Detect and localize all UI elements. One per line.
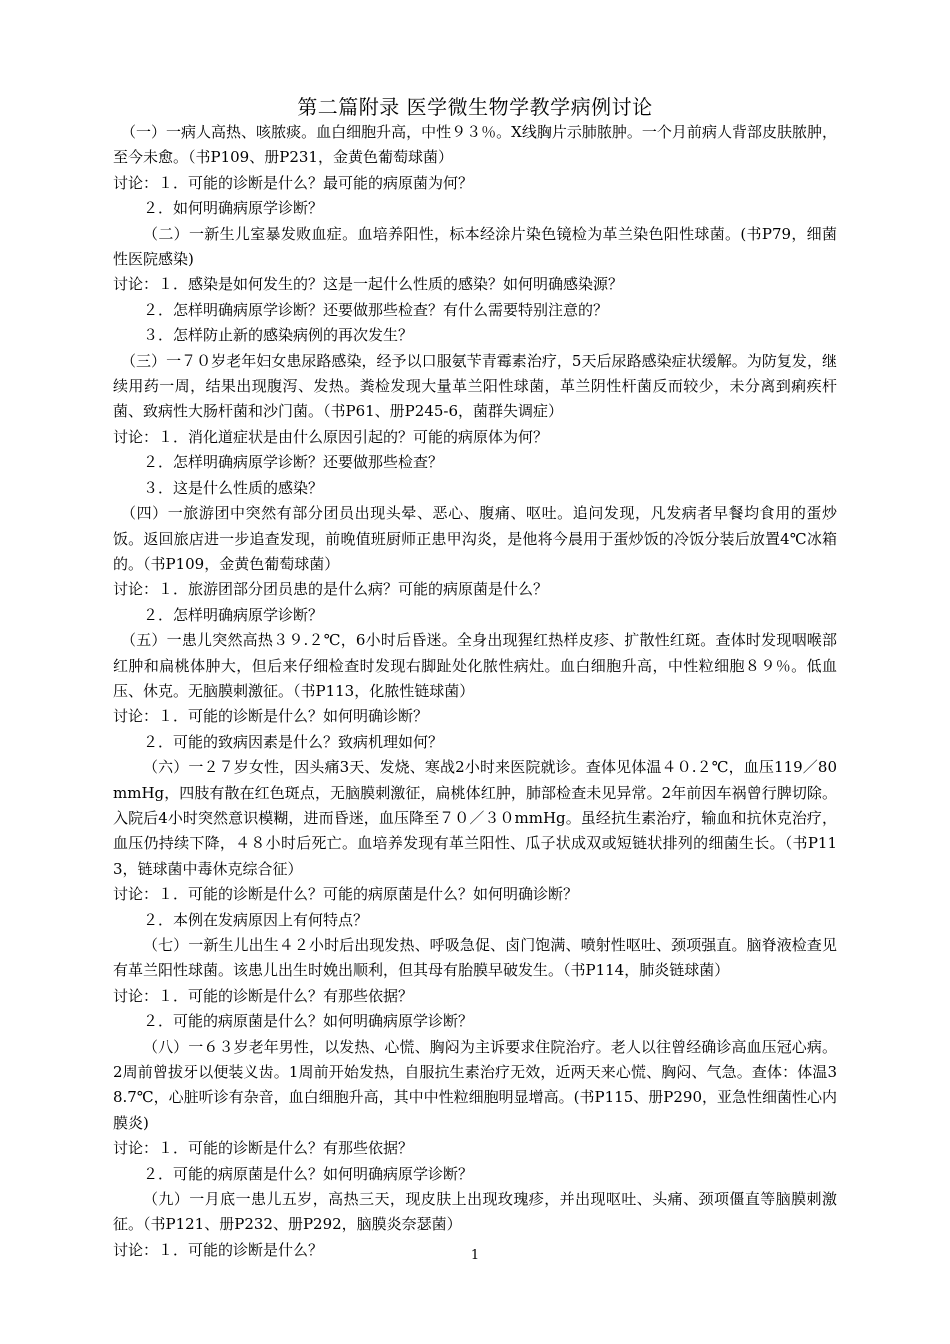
case-paragraph: （四）一旅游团中突然有部分团员出现头晕、恶心、腹痛、呕吐。追问发现，凡发病者早餐均食用的蛋炒饭。返回旅店进一步追查发现，前晚值班厨师正患甲沟炎，是他将今晨用于蛋炒饭的冷饭分装后放置4℃冰箱的。（书P109，金黄色葡萄球菌）: [113, 504, 837, 573]
document-page: [113, 94, 837, 1263]
discussion-line: 讨论：１．可能的诊断是什么？如何明确诊断？: [113, 707, 429, 726]
discussion-line: 讨论：１．可能的诊断是什么？可能的病原菌是什么？如何明确诊断？: [113, 885, 579, 904]
question-line: ２．可能的病原菌是什么？如何明确病原学诊断？: [143, 1012, 474, 1031]
case-paragraph: （二）一新生儿室暴发败血症。血培养阳性，标本经涂片染色镜检为革兰染色阳性球菌。(书P79，细菌性医院感染): [113, 224, 837, 269]
question-line: ２．怎样明确病原学诊断？: [143, 605, 324, 624]
case-paragraph: （八）一６３岁老年男性，以发热、心慌、胸闷为主诉要求住院治疗。老人以往曾经确诊高血压冠心病。2周前曾拔牙以便装义齿。1周前开始发热，自服抗生素治疗无效，近两天来心慌、胸闷、气急。查体：体温38.7℃，心脏听诊有杂音，血白细胞升高，其中中性粒细胞明显增高。(书P115、册P290，亚急性细菌性心内膜炎): [113, 1037, 837, 1132]
question-line: ３．怎样防止新的感染病例的再次发生？: [143, 326, 414, 345]
question-line: ２．可能的病原菌是什么？如何明确病原学诊断？: [143, 1164, 474, 1183]
case-paragraph: （五）一患儿突然高热３９.２℃，6小时后昏迷。全身出现猩红热样皮疹、扩散性红斑。查体时发现咽喉部红肿和扁桃体肿大，但后来仔细检查时发现右脚趾处化脓性病灶。血白细胞升高，中性粒细胞８９％。低血压、休克。无脑膜刺激征。（书P113，化脓性链球菌）: [113, 631, 837, 700]
question-line: ２．怎样明确病原学诊断？还要做那些检查？: [143, 453, 444, 472]
case-paragraph: （九）一月底一患儿五岁，高热三天，现皮肤上出现玫瑰疹，并出现呕吐、头痛、颈项僵直等脑膜刺激征。（书P121、册P232、册P292，脑膜炎奈瑟菌）: [113, 1190, 837, 1234]
document-title: 第二篇附录 医学微生物学教学病例讨论: [297, 95, 653, 119]
discussion-line: 讨论：１．可能的诊断是什么？: [113, 1240, 324, 1259]
discussion-line: 讨论：１．消化道症状是由什么原因引起的？可能的病原体为何？: [113, 427, 549, 446]
discussion-line: 讨论：１．感染是如何发生的？这是一起什么性质的感染？如何明确感染源？: [113, 275, 624, 294]
question-line: ２．可能的致病因素是什么？致病机理如何？: [143, 732, 444, 751]
question-line: ２．本例在发病原因上有何特点？: [143, 910, 369, 929]
discussion-line: 讨论：１．可能的诊断是什么？有那些依据？: [113, 986, 414, 1005]
document-body: [113, 120, 837, 1263]
case-paragraph: （三）一７０岁老年妇女患尿路感染，经予以口服氨苄青霉素治疗，5天后尿路感染症状缓解。为防复发，继续用药一周，结果出现腹泻、发热。粪检发现大量革兰阳性球菌，革兰阴性杆菌反而较少，未分离到痢疾杆菌、致病性大肠杆菌和沙门菌。（书P61、册P245-6，菌群失调症）: [113, 351, 837, 421]
discussion-line: 讨论：１．可能的诊断是什么？有那些依据？: [113, 1139, 414, 1158]
discussion-line: 讨论：１．可能的诊断是什么？最可能的病原菌为何？: [113, 173, 474, 192]
case-paragraph: （七）一新生儿出生４２小时后出现发热、呼吸急促、卤门饱满、喷射性呕吐、颈项强直。脑脊液检查见有革兰阳性球菌。该患儿出生时娩出顺利，但其母有胎膜早破发生。（书P114，肺炎链球菌）: [113, 936, 837, 980]
question-line: ２．怎样明确病原学诊断？还要做那些检查？有什么需要特别注意的？: [143, 300, 609, 319]
page-number: 1: [470, 1248, 480, 1263]
case-paragraph: （一）一病人高热、咳脓痰。血白细胞升高，中性９３％。X线胸片示肺脓肿。一个月前病人背部皮肤脓肿，至今未愈。（书P109、册P231，金黄色葡萄球菌）: [113, 123, 837, 167]
question-line: ３．这是什么性质的感染？: [143, 478, 324, 497]
question-line: ２．如何明确病原学诊断？: [143, 199, 324, 218]
case-paragraph: （六）一２７岁女性，因头痛3天、发烧、寒战2小时来医院就诊。查体见体温４０.２℃，血压119／80mmHg，四肢有散在红色斑点，无脑膜刺激征，扁桃体红肿，肺部检查未见异常。2年前因车祸曾行脾切除。入院后4小时突然意识模糊，进而昏迷，血压降至７０／３０mmHg。虽经抗生素治疗，输血和抗休克治疗，血压仍持续下降，４８小时后死亡。血培养发现有革兰阳性、瓜子状成双或短链状排列的细菌生长。（书P113，链球菌中毒休克综合征）: [113, 758, 837, 878]
discussion-line: 讨论：１．旅游团部分团员患的是什么病？可能的病原菌是什么？: [113, 580, 549, 599]
